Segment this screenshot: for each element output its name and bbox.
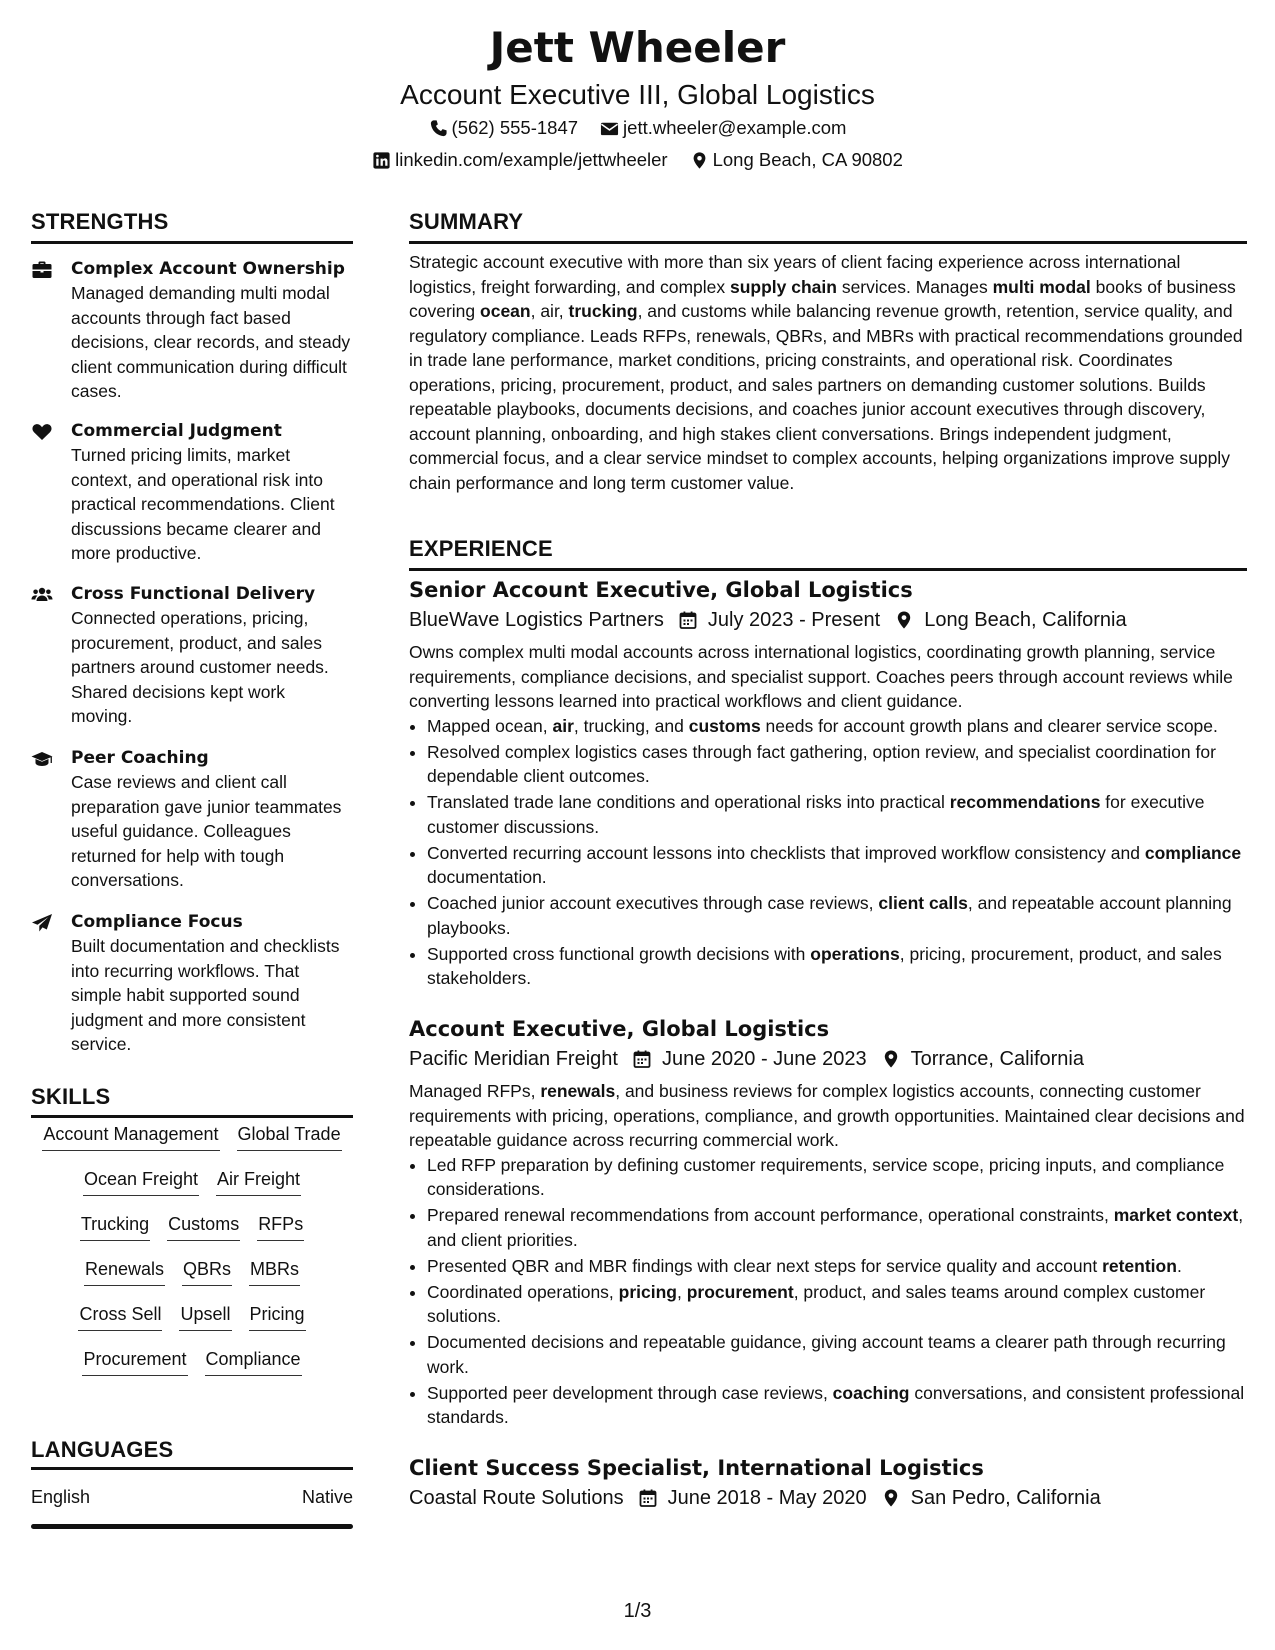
- job-bullets: [409, 714, 1247, 991]
- skill-tag: Trucking: [80, 1212, 150, 1241]
- job-bullet: [427, 1254, 1247, 1279]
- bold-text: compliance: [1144, 842, 1242, 863]
- map-marker-icon: [881, 1488, 901, 1508]
- bold-text: renewals: [540, 1081, 616, 1101]
- strength-item: [31, 910, 351, 1057]
- skills-row: [31, 1302, 353, 1347]
- bold-text: retention: [1102, 1255, 1177, 1276]
- skill-tag: Customs: [167, 1212, 240, 1241]
- calendar-icon: [638, 1488, 658, 1508]
- job-entry: [409, 576, 1247, 992]
- text-run: Coordinated operations,: [427, 1281, 619, 1302]
- skills-heading: SKILLS: [31, 1084, 111, 1109]
- skills-divider: [31, 1115, 353, 1118]
- skills-list: [31, 1122, 353, 1392]
- phone-icon: [429, 119, 448, 138]
- calendar-icon: [632, 1049, 652, 1069]
- bold-text: operations: [810, 943, 900, 964]
- email-address[interactable]: jett.wheeler@example.com: [623, 117, 847, 138]
- skill-tag: Air Freight: [216, 1167, 301, 1196]
- strength-title: Commercial Judgment: [71, 421, 282, 441]
- skill-tag: Renewals: [84, 1257, 165, 1286]
- company-name: BlueWave Logistics Partners: [409, 609, 664, 631]
- phone-number[interactable]: (562) 555-1847: [451, 117, 579, 138]
- text-run: , trucking, and: [573, 715, 689, 736]
- job-bullet: [427, 942, 1247, 991]
- text-run: Documented decisions and repeatable guidance, giving account teams a clearer path through recurring work.: [427, 1332, 1226, 1377]
- company-name: Coastal Route Solutions: [409, 1487, 624, 1509]
- job-bullet: [427, 1203, 1247, 1252]
- text-run: Strategic account executive with more than six years of client facing experience across international logistics, freight forwarding, and complex: [409, 252, 1181, 297]
- bold-text: procurement: [686, 1281, 794, 1302]
- job-meta: [409, 1043, 1247, 1075]
- languages-divider: [31, 1467, 353, 1470]
- job-bullet: [427, 1381, 1247, 1430]
- text-run: Coached junior account executives through case reviews,: [427, 893, 879, 913]
- bold-text: ocean: [480, 301, 531, 321]
- text-run: Presented QBR and MBR findings with clear next steps for service quality and account: [427, 1255, 1103, 1276]
- job-title: Senior Account Executive, Global Logistics: [409, 578, 913, 602]
- paper-plane-icon: [31, 913, 53, 933]
- bold-text: pricing: [618, 1281, 677, 1302]
- job-dates: June 2020 - June 2023: [661, 1048, 867, 1070]
- contact-email: [600, 112, 846, 144]
- skill-tag: MBRs: [249, 1257, 300, 1286]
- job-bullet: [427, 891, 1247, 940]
- strength-description: Built documentation and checklists into recurring workflows. That simple habit supported sound judgment and more consistent service.: [71, 936, 340, 1054]
- skill-tag: Upsell: [179, 1302, 231, 1331]
- map-marker-icon: [894, 610, 914, 630]
- graduation-cap-icon: [31, 749, 53, 769]
- contact-row-2: [0, 144, 1275, 176]
- text-run: , air,: [530, 301, 569, 321]
- job-dates: June 2018 - May 2020: [667, 1487, 867, 1509]
- summary-text: [409, 250, 1247, 495]
- text-run: Resolved complex logistics cases through fact gathering, option review, and specialist coordination for dependable client outcomes.: [427, 741, 1216, 786]
- text-run: Led RFP preparation by defining customer requirements, service scope, pricing inputs, and compliance considerations.: [427, 1154, 1225, 1199]
- job-location: Long Beach, California: [924, 609, 1127, 631]
- language-level: Native: [301, 1487, 353, 1507]
- text-run: needs for account growth plans and clearer service scope.: [760, 715, 1218, 736]
- strength-title: Cross Functional Delivery: [71, 584, 316, 604]
- strengths-divider: [31, 241, 353, 244]
- strength-title: Peer Coaching: [71, 748, 209, 768]
- text-run: ,: [677, 1281, 687, 1302]
- text-run: , pricing, procurement, product, and sales stakeholders.: [427, 943, 1222, 988]
- skill-tag: Ocean Freight: [83, 1167, 199, 1196]
- company-name: Pacific Meridian Freight: [409, 1048, 618, 1070]
- strength-title: Complex Account Ownership: [71, 259, 345, 279]
- strength-item: [31, 257, 351, 404]
- heart-icon: [31, 422, 53, 442]
- linkedin-icon: [372, 151, 391, 170]
- job-bullet: [427, 714, 1247, 739]
- strength-item: [31, 582, 351, 729]
- linkedin-url[interactable]: linkedin.com/example/jettwheeler: [395, 149, 668, 170]
- job-description: Owns complex multi modal accounts across international logistics, coordinating growth planning, service requirements, compliance decisions, and specialist support. Coaches peers through account reviews while converting lessons learned into practical workflows and client guidance.: [409, 642, 1233, 711]
- text-run: Mapped ocean,: [427, 715, 553, 736]
- text-run: , and client priorities.: [427, 1205, 1244, 1250]
- contact-linkedin: [372, 144, 668, 176]
- job-title: Account Executive, Global Logistics: [409, 1017, 830, 1041]
- text-run: books of business covering: [409, 276, 1236, 321]
- text-run: Supported peer development through case reviews,: [427, 1382, 833, 1403]
- job-bullet: [427, 1280, 1247, 1329]
- text-run: , and repeatable account planning playbooks.: [427, 893, 1232, 938]
- text-run: Supported cross functional growth decisions with: [427, 943, 811, 964]
- skill-tag: Pricing: [249, 1302, 306, 1331]
- skill-tag: RFPs: [257, 1212, 304, 1241]
- job-bullet: [427, 740, 1247, 789]
- briefcase-icon: [31, 260, 53, 280]
- bold-text: air: [552, 715, 574, 736]
- skills-row: [31, 1257, 353, 1302]
- language-name: English: [31, 1487, 91, 1507]
- language-row: [31, 1487, 353, 1508]
- skill-tag: Cross Sell: [78, 1302, 162, 1331]
- candidate-title: Account Executive III, Global Logistics: [400, 79, 875, 110]
- envelope-icon: [600, 119, 619, 138]
- job-entry: [409, 1015, 1247, 1431]
- bold-text: market context: [1113, 1205, 1239, 1225]
- contact-location: [690, 144, 903, 176]
- strengths-heading: STRENGTHS: [31, 209, 169, 234]
- strength-title: Compliance Focus: [71, 912, 243, 932]
- bold-text: coaching: [832, 1382, 910, 1403]
- resume-header: [0, 18, 1275, 176]
- text-run: , and business reviews for complex logistics accounts, connecting customer requirements with pricing, operations, compliance, and growth opportunities. Maintained clear decisions and repeatable guidance across recurring commercial work.: [409, 1081, 1245, 1150]
- text-run: documentation.: [427, 867, 547, 887]
- calendar-icon: [678, 610, 698, 630]
- map-marker-icon: [690, 151, 709, 170]
- text-run: for executive customer discussions.: [427, 792, 1205, 837]
- skill-tag: QBRs: [182, 1257, 232, 1286]
- summary-heading: SUMMARY: [409, 209, 524, 234]
- skills-row: [31, 1212, 353, 1257]
- bold-text: supply chain: [729, 276, 837, 297]
- skill-tag: Procurement: [82, 1347, 187, 1376]
- job-bullet: [427, 1330, 1247, 1379]
- candidate-name: Jett Wheeler: [489, 23, 786, 72]
- contact-row-1: [0, 112, 1275, 144]
- job-bullets: [409, 1153, 1247, 1430]
- skills-row: [31, 1122, 353, 1167]
- language-proficiency-bar: [31, 1524, 353, 1529]
- text-run: Managed RFPs,: [409, 1081, 541, 1101]
- skill-tag: Account Management: [42, 1122, 219, 1151]
- bold-text: trucking: [568, 301, 638, 321]
- strength-item: [31, 746, 351, 893]
- strength-description: Case reviews and client call preparation gave junior teammates useful guidance. Colleagues returned for help with tough conversations.: [71, 772, 342, 890]
- location-text: Long Beach, CA 90802: [712, 149, 903, 170]
- skill-tag: Global Trade: [237, 1122, 342, 1151]
- job-bullet: [427, 841, 1247, 890]
- job-title: Client Success Specialist, International Logistics: [409, 1456, 984, 1480]
- job-entry: [409, 1454, 1247, 1514]
- summary-divider: [409, 241, 1247, 244]
- job-location: San Pedro, California: [910, 1487, 1101, 1509]
- contact-phone: [429, 112, 579, 144]
- text-run: , and customs while balancing revenue growth, retention, service quality, and regulatory compliance. Leads RFPs, renewals, QBRs, and MBRs with practical recommendations grounded in trade lane performance, market conditions, pricing constraints, and operational risk. Coordinates operations, pricing, procurement, product, and sales partners on demanding customer solutions. Builds repeatable playbooks, documents decisions, and coaches junior account executives through discovery, account planning, onboarding, and high stakes client conversations. Brings independent judgment, commercial focus, and a clear service mindset to complex accounts, helping organizations improve supply chain performance and long term customer value.: [409, 301, 1243, 493]
- page-number: 1/3: [623, 1600, 652, 1622]
- text-run: conversations, and consistent professional standards.: [427, 1382, 1245, 1427]
- languages-heading: LANGUAGES: [31, 1437, 174, 1462]
- job-bullet: [427, 1153, 1247, 1202]
- bold-text: multi modal: [992, 276, 1091, 297]
- skill-tag: Compliance: [205, 1347, 302, 1376]
- text-run: services. Manages: [836, 276, 993, 297]
- job-meta: [409, 1482, 1247, 1514]
- text-run: Converted recurring account lessons into checklists that improved workflow consistency and: [427, 842, 1145, 863]
- users-icon: [31, 585, 53, 605]
- job-meta: [409, 604, 1247, 636]
- bold-text: recommendations: [949, 792, 1101, 812]
- strength-description: Connected operations, pricing, procurement, product, and sales partners around customer needs. Shared decisions kept work moving.: [71, 608, 329, 726]
- experience-divider: [409, 568, 1247, 571]
- text-run: , product, and sales teams around complex customer solutions.: [427, 1281, 1206, 1326]
- text-run: Translated trade lane conditions and operational risks into practical: [427, 792, 950, 812]
- job-dates: July 2023 - Present: [707, 609, 881, 631]
- bold-text: client calls: [878, 893, 968, 913]
- experience-heading: EXPERIENCE: [409, 536, 553, 561]
- job-bullet: [427, 790, 1247, 839]
- job-description: [409, 1079, 1247, 1153]
- skills-row: [31, 1347, 353, 1392]
- strength-description: Turned pricing limits, market context, and operational risk into practical recommendations. Client discussions became clearer and more productive.: [71, 445, 335, 563]
- map-marker-icon: [881, 1049, 901, 1069]
- strength-description: Managed demanding multi modal accounts through fact based decisions, clear records, and steady client communication during difficult cases.: [71, 283, 351, 401]
- bold-text: customs: [688, 715, 761, 736]
- text-run: Prepared renewal recommendations from account performance, operational constraints,: [427, 1205, 1114, 1225]
- skills-row: [31, 1167, 353, 1212]
- job-location: Torrance, California: [910, 1048, 1084, 1070]
- strength-item: [31, 419, 351, 566]
- text-run: .: [1176, 1255, 1182, 1276]
